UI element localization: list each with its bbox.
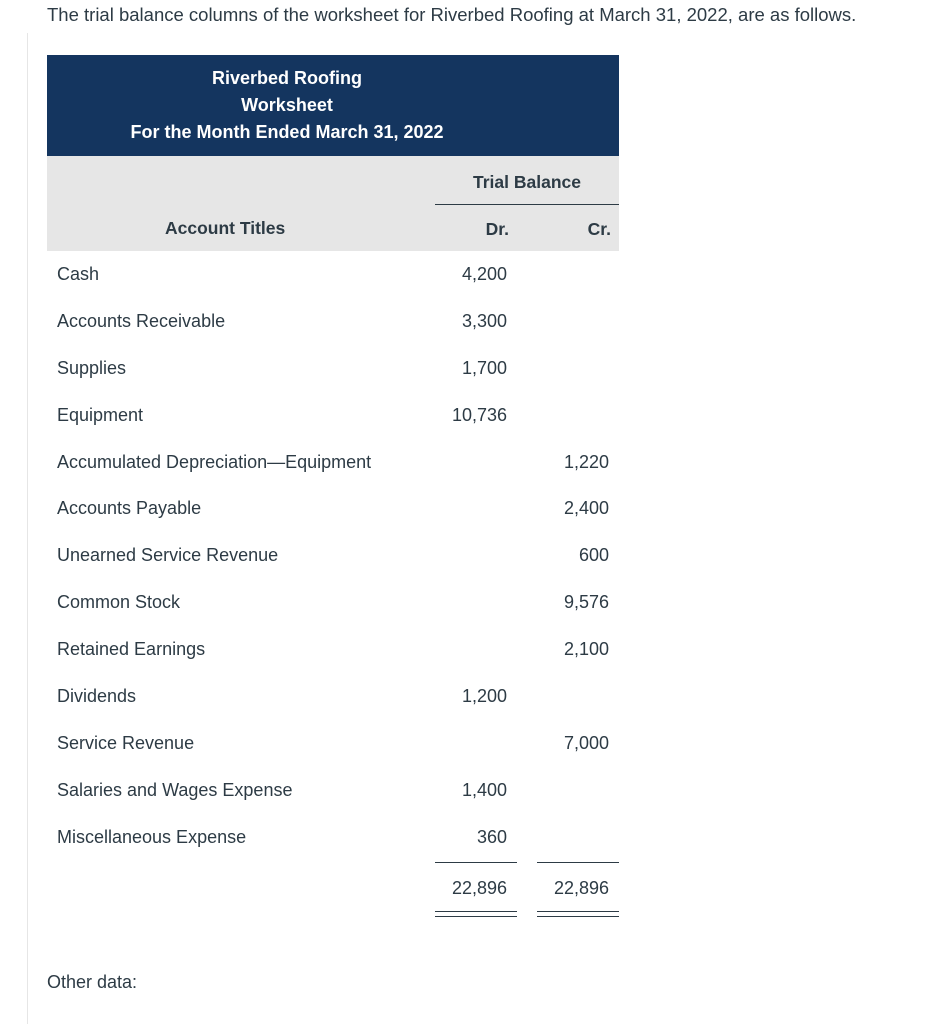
account-title: Accumulated Depreciation—Equipment bbox=[57, 451, 372, 472]
table-row bbox=[47, 485, 619, 532]
worksheet-title: Worksheet bbox=[241, 95, 333, 115]
table-row bbox=[47, 673, 619, 720]
credit-double-underline bbox=[537, 911, 619, 917]
table-row bbox=[47, 626, 619, 673]
debit-amount: 360 bbox=[476, 826, 507, 847]
table-row bbox=[47, 814, 619, 861]
worksheet-period: For the Month Ended March 31, 2022 bbox=[130, 122, 444, 142]
debit-double-underline bbox=[435, 911, 517, 917]
debit-amount: 3,300 bbox=[461, 310, 507, 331]
credit-amount: 600 bbox=[578, 545, 609, 566]
account-title: Unearned Service Revenue bbox=[57, 545, 279, 566]
credit-total-rule bbox=[537, 862, 619, 863]
debit-amount: 1,700 bbox=[461, 357, 507, 378]
account-title: Retained Earnings bbox=[57, 639, 206, 660]
credit-amount: 9,576 bbox=[563, 592, 609, 613]
trial-balance-rule bbox=[435, 204, 619, 205]
debit-amount: 1,200 bbox=[461, 686, 507, 707]
credit-total: 22,896 bbox=[553, 878, 609, 898]
debit-amount: 4,200 bbox=[461, 264, 507, 284]
account-title: Cash bbox=[57, 264, 100, 284]
table-row bbox=[47, 345, 619, 392]
account-title: Dividends bbox=[57, 686, 137, 707]
trial-balance-heading: Trial Balance bbox=[473, 172, 581, 192]
account-title: Common Stock bbox=[57, 592, 181, 613]
table-row bbox=[47, 579, 619, 626]
table-row bbox=[47, 298, 619, 345]
company-name: Riverbed Roofing bbox=[211, 68, 362, 88]
debit-amount: 10,736 bbox=[451, 404, 507, 425]
table-row bbox=[47, 251, 619, 298]
debit-total: 22,896 bbox=[451, 878, 507, 898]
table-row bbox=[47, 720, 619, 767]
debit-total-rule bbox=[435, 862, 517, 863]
other-data-label: Other data: bbox=[47, 972, 138, 992]
left-border-rule bbox=[27, 33, 28, 1024]
column-header-band bbox=[47, 156, 619, 251]
account-title: Accounts Payable bbox=[57, 498, 202, 519]
account-titles-heading: Account Titles bbox=[165, 218, 286, 238]
account-title: Service Revenue bbox=[57, 732, 195, 753]
credit-amount: 2,400 bbox=[563, 498, 609, 519]
intro-text: The trial balance columns of the worksheet for Riverbed Roofing at March 31, 2022, are as follows. bbox=[47, 4, 857, 25]
account-title: Miscellaneous Expense bbox=[57, 826, 247, 847]
totals-row bbox=[47, 862, 619, 916]
account-title: Supplies bbox=[57, 357, 127, 378]
account-title: Accounts Receivable bbox=[57, 310, 226, 331]
debit-heading: Dr. bbox=[485, 219, 509, 239]
table-row bbox=[47, 767, 619, 814]
account-rows bbox=[47, 251, 619, 861]
credit-amount: 2,100 bbox=[563, 639, 609, 660]
account-title: Equipment bbox=[57, 404, 144, 425]
credit-amount: 1,220 bbox=[563, 451, 609, 472]
table-row bbox=[47, 532, 619, 579]
worksheet-header bbox=[47, 55, 619, 156]
credit-amount: 7,000 bbox=[563, 732, 609, 753]
credit-heading: Cr. bbox=[587, 219, 611, 239]
table-row bbox=[47, 439, 619, 486]
table-row bbox=[47, 392, 619, 439]
account-title: Salaries and Wages Expense bbox=[57, 779, 293, 800]
debit-amount: 1,400 bbox=[461, 779, 507, 800]
